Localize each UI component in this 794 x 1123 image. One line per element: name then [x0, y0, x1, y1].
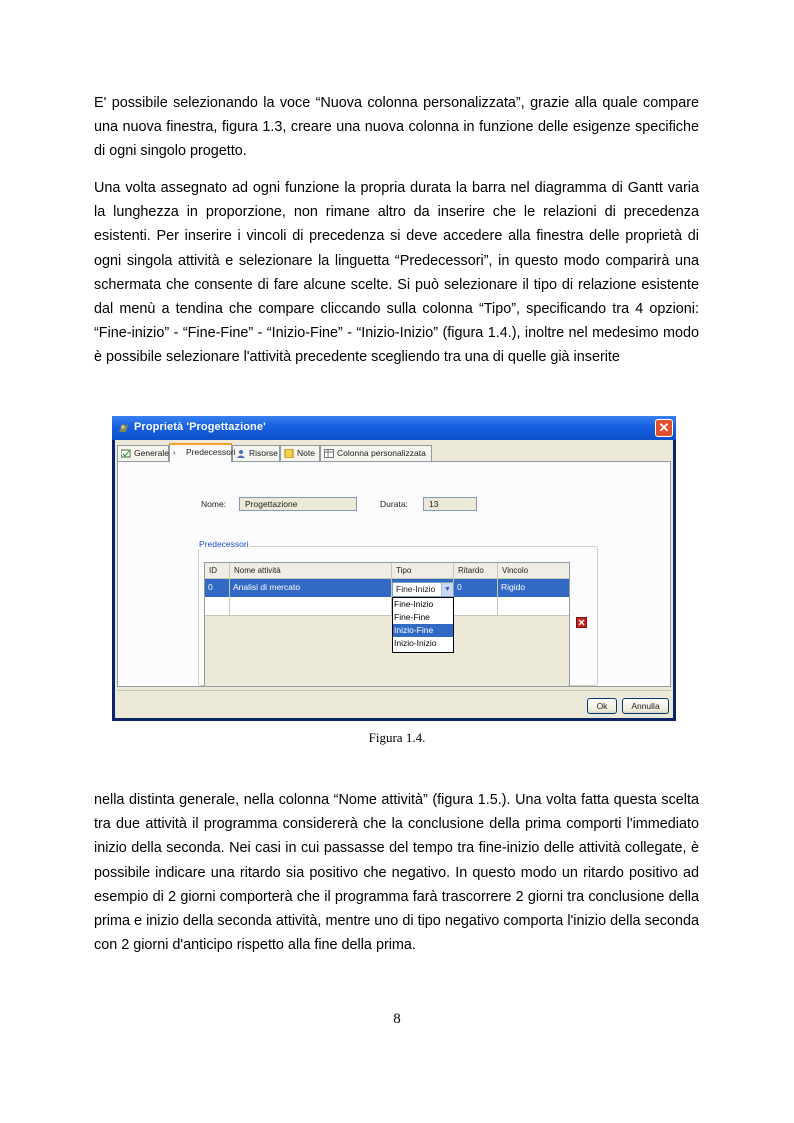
predecessors-table	[204, 562, 570, 687]
resources-icon	[236, 449, 246, 458]
column-header-name[interactable]: Nome attività	[230, 563, 392, 579]
delete-predecessor-button[interactable]	[576, 617, 587, 628]
tab-generale[interactable]	[117, 445, 169, 461]
page-number: 8	[393, 1011, 401, 1027]
close-button[interactable]	[655, 419, 673, 437]
paragraph-2: Una volta assegnato ad ogni funzione la propria durata la barra nel diagramma di Gantt varia la lunghezza in proporzione, non rimane altro da inserire che le relazioni di precedenza esistenti. Per inserire i vincoli di precedenza si deve accedere alla finestra delle proprietà di ogni singola attività e selezionare la linguetta “Predecessori”, in questo modo comparirà una schermata che consente di fare alcune scelte. Si può selezionare il tipo di relazione esistente dal menù a tendina che compare cliccando sulla colonna “Tipo”, specificando tra 4 opzioni: “Fine-inizio” - “Fine-Fine” - “Inizio-Fine” - “Inizio-Inizio” (figura 1.4.), inoltre nel medesimo modo è possibile selezionare l'attività precedente scegliendo tra una di quelle già inserite	[94, 180, 699, 366]
predecessori-panel	[117, 461, 671, 687]
column-header-type[interactable]: Tipo	[392, 563, 454, 579]
cell-id[interactable]	[205, 597, 230, 615]
option-fine-inizio[interactable]: Fine-Inizio	[394, 599, 434, 609]
dialog-title: Proprietà 'Progettazione'	[134, 421, 266, 433]
option-inizio-inizio[interactable]: Inizio-Inizio	[394, 638, 437, 648]
divider	[117, 690, 671, 691]
type-options-list	[392, 597, 454, 653]
column-header-id[interactable]: ID	[205, 563, 230, 579]
tab-label: Note	[297, 448, 315, 458]
name-field[interactable]: Progettazione	[239, 497, 357, 511]
predecessors-group-label: Predecessori	[199, 539, 249, 549]
tab-note[interactable]	[280, 445, 320, 461]
option-inizio-fine[interactable]: Inizio-Fine	[393, 624, 453, 637]
tab-label: Risorse	[249, 448, 278, 458]
column-header-constraint[interactable]: Vincolo	[498, 563, 569, 579]
dialog-title-bar	[112, 416, 676, 440]
cell-id[interactable]: 0	[205, 579, 230, 597]
duration-field[interactable]: 13	[423, 497, 477, 511]
chevron-down-icon[interactable]: ▼	[441, 583, 453, 596]
tab-risorse[interactable]	[232, 445, 280, 461]
column-header-delay[interactable]: Ritardo	[454, 563, 498, 579]
tab-predecessori[interactable]	[169, 443, 236, 462]
chevron-right-icon: ›	[173, 448, 176, 457]
type-select[interactable]	[392, 582, 454, 597]
app-icon	[117, 421, 130, 434]
cell-name[interactable]	[230, 597, 392, 615]
general-icon	[121, 449, 131, 458]
figure-caption: Figura 1.4.	[368, 730, 426, 745]
option-fine-fine[interactable]: Fine-Fine	[394, 612, 430, 622]
paragraph-1: E' possibile selezionando la voce “Nuova colonna personalizzata”, grazie alla quale compare una nuova finestra, figura 1.3, creare una nuova colonna in funzione delle esigenze specifiche di ogni singolo progetto.	[94, 95, 699, 160]
table-icon	[324, 449, 334, 458]
duration-label: Durata:	[380, 499, 408, 509]
table-row[interactable]	[205, 597, 569, 616]
name-label: Nome:	[201, 499, 227, 509]
delete-icon	[577, 618, 586, 627]
note-icon	[284, 449, 294, 458]
properties-dialog-screenshot	[112, 416, 676, 721]
cell-name[interactable]: Analisi di mercato	[230, 579, 392, 597]
cell-constraint[interactable]: Rigido	[501, 582, 526, 592]
tab-label: Predecessori	[186, 447, 236, 457]
tab-colonna-personalizzata[interactable]	[320, 445, 432, 461]
tab-label: Colonna personalizzata	[337, 448, 426, 458]
close-icon: ✕	[658, 420, 670, 435]
type-select-value: Fine-Inizio	[396, 584, 436, 594]
paragraph-3: nella distinta generale, nella colonna “Nome attività” (figura 1.5.). Una volta fatta questa scelta tra due attività il programma considererà che la conclusione della prima comporti l'immediato inizio della seconda. Nei casi in cui passasse del tempo tra fine-inizio delle attività collegate, è possibile indicare una ritardo sia positivo che negativo. In questo modo un ritardo positivo ad esempio di 2 giorni comporterà che il programma farà trascorrere 2 giorni tra conclusione della prima e inizio della seconda attività, mentre uno di tipo negativo comporta l'inizio della seconda con 2 giorni d'anticipo rispetto alla fine della prima.	[94, 792, 699, 954]
cell-constraint[interactable]	[498, 597, 569, 615]
cell-delay[interactable]	[454, 597, 498, 615]
cancel-button[interactable]: Annulla	[622, 698, 669, 714]
tab-label: Generale	[134, 448, 169, 458]
ok-button[interactable]: Ok	[587, 698, 617, 714]
table-row[interactable]	[205, 579, 569, 597]
dialog-body	[115, 440, 673, 718]
cell-delay[interactable]: 0	[454, 579, 498, 597]
